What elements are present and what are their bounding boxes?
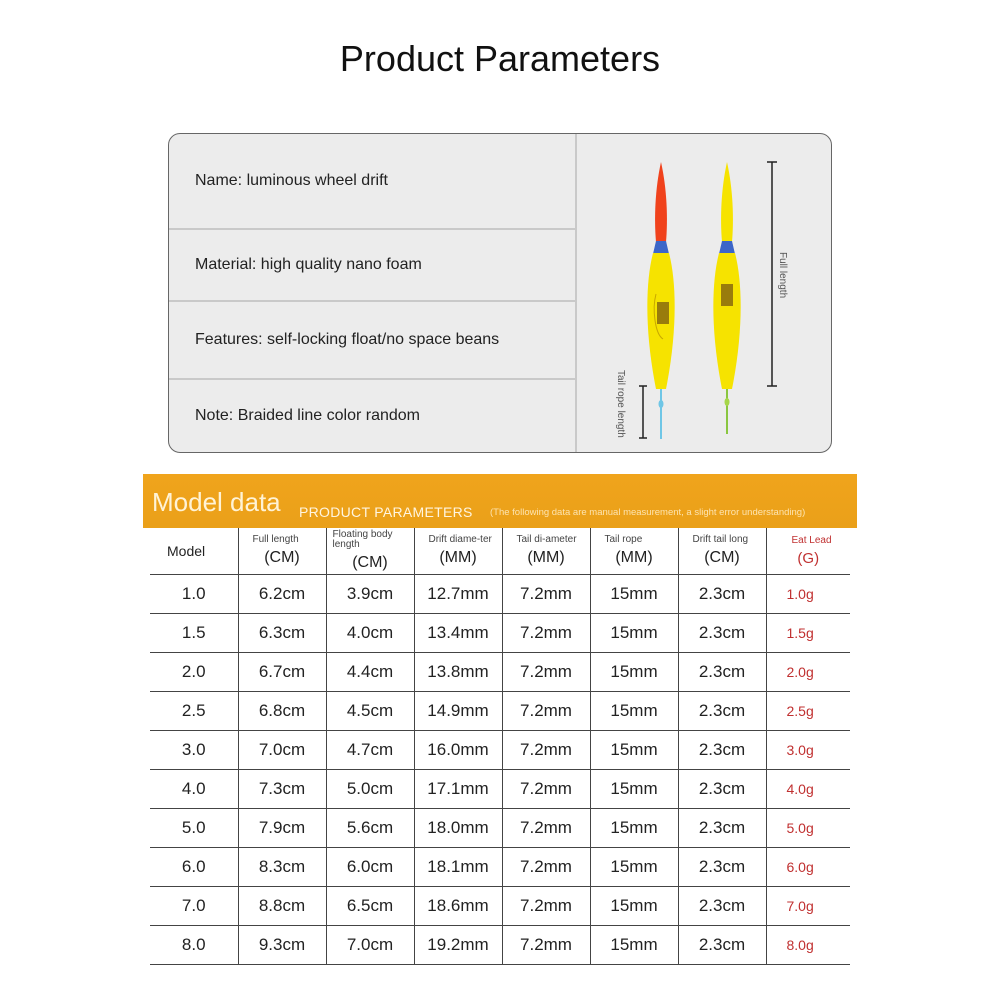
cell-tail-diameter: 7.2mm — [502, 809, 590, 848]
cell-drift-diameter: 19.2mm — [414, 926, 502, 965]
header-tail-rope: Tail rope (MM) — [590, 528, 678, 575]
table-row — [150, 926, 850, 965]
cell-tail-rope: 15mm — [590, 614, 678, 653]
tail-rope-label: Tail rope length — [615, 370, 626, 438]
cell-floating-body-length: 6.5cm — [326, 887, 414, 926]
header-eat-lead: Eat Lead (G) — [766, 528, 850, 575]
cell-drift-tail-long: 2.3cm — [678, 848, 766, 887]
cell-tail-rope: 15mm — [590, 653, 678, 692]
cell-drift-tail-long: 2.3cm — [678, 809, 766, 848]
cell-full-length: 7.9cm — [238, 809, 326, 848]
cell-eat-lead: 2.0g — [766, 653, 850, 692]
cell-tail-rope: 15mm — [590, 575, 678, 614]
page-title: Product Parameters — [339, 38, 661, 79]
cell-floating-body-length: 4.7cm — [326, 731, 414, 770]
cell-floating-body-length: 4.5cm — [326, 692, 414, 731]
cell-floating-body-length: 4.0cm — [326, 614, 414, 653]
cell-model: 3.0 — [150, 731, 238, 770]
header-tail-diameter: Tail di-ameter (MM) — [502, 528, 590, 575]
table-header-row — [150, 528, 850, 575]
cell-tail-diameter: 7.2mm — [502, 731, 590, 770]
info-features: Features: self-locking float/no space beans — [169, 302, 575, 380]
cell-model: 8.0 — [150, 926, 238, 965]
cell-full-length: 6.2cm — [238, 575, 326, 614]
cell-drift-diameter: 18.6mm — [414, 887, 502, 926]
cell-tail-diameter: 7.2mm — [502, 653, 590, 692]
header-model: Model — [150, 528, 238, 575]
cell-floating-body-length: 7.0cm — [326, 926, 414, 965]
cell-model: 7.0 — [150, 887, 238, 926]
cell-full-length: 6.7cm — [238, 653, 326, 692]
cell-floating-body-length: 3.9cm — [326, 575, 414, 614]
cell-model: 6.0 — [150, 848, 238, 887]
cell-eat-lead: 5.0g — [766, 809, 850, 848]
table-row — [150, 848, 850, 887]
cell-tail-rope: 15mm — [590, 848, 678, 887]
table-row — [150, 653, 850, 692]
cell-model: 2.0 — [150, 653, 238, 692]
table-body — [150, 575, 850, 965]
header-drift-tail-long: Drift tail long (CM) — [678, 528, 766, 575]
cell-model: 5.0 — [150, 809, 238, 848]
product-info-panel — [168, 133, 832, 453]
cell-drift-diameter: 13.8mm — [414, 653, 502, 692]
cell-drift-diameter: 12.7mm — [414, 575, 502, 614]
float-red-tip-illustration — [647, 162, 674, 439]
table-row — [150, 809, 850, 848]
info-note: Note: Braided line color random — [195, 407, 421, 424]
cell-full-length: 7.0cm — [238, 731, 326, 770]
info-name: Name: luminous wheel drift — [169, 134, 575, 230]
cell-eat-lead: 8.0g — [766, 926, 850, 965]
cell-drift-tail-long: 2.3cm — [678, 926, 766, 965]
cell-eat-lead: 6.0g — [766, 848, 850, 887]
table-row — [150, 614, 850, 653]
info-list — [169, 134, 575, 452]
cell-drift-tail-long: 2.3cm — [678, 692, 766, 731]
full-length-marker — [767, 162, 777, 386]
table-row — [150, 887, 850, 926]
table-row — [150, 770, 850, 809]
cell-tail-rope: 15mm — [590, 926, 678, 965]
cell-full-length: 8.8cm — [238, 887, 326, 926]
cell-tail-rope: 15mm — [590, 887, 678, 926]
cell-full-length: 6.3cm — [238, 614, 326, 653]
cell-drift-diameter: 14.9mm — [414, 692, 502, 731]
cell-full-length: 9.3cm — [238, 926, 326, 965]
banner-note: (The following data are manual measurement, a slight error understanding) — [490, 507, 806, 518]
cell-tail-diameter: 7.2mm — [502, 614, 590, 653]
table-row — [150, 731, 850, 770]
cell-drift-diameter: 18.1mm — [414, 848, 502, 887]
header-floating-body-length: Floating body length (CM) — [326, 528, 414, 575]
cell-tail-rope: 15mm — [590, 692, 678, 731]
cell-full-length: 7.3cm — [238, 770, 326, 809]
cell-drift-tail-long: 2.3cm — [678, 770, 766, 809]
cell-floating-body-length: 5.0cm — [326, 770, 414, 809]
cell-drift-tail-long: 2.3cm — [678, 653, 766, 692]
cell-drift-tail-long: 2.3cm — [678, 575, 766, 614]
cell-eat-lead: 4.0g — [766, 770, 850, 809]
cell-tail-diameter: 7.2mm — [502, 770, 590, 809]
cell-drift-tail-long: 2.3cm — [678, 731, 766, 770]
cell-tail-diameter: 7.2mm — [502, 887, 590, 926]
tail-rope-marker — [639, 386, 647, 438]
cell-tail-rope: 15mm — [590, 809, 678, 848]
cell-tail-rope: 15mm — [590, 731, 678, 770]
model-data-table — [150, 528, 850, 965]
info-material: Material: high quality nano foam — [169, 230, 575, 302]
cell-model: 4.0 — [150, 770, 238, 809]
cell-drift-tail-long: 2.3cm — [678, 887, 766, 926]
cell-eat-lead: 7.0g — [766, 887, 850, 926]
cell-full-length: 8.3cm — [238, 848, 326, 887]
cell-eat-lead: 1.0g — [766, 575, 850, 614]
cell-tail-diameter: 7.2mm — [502, 575, 590, 614]
table-row — [150, 692, 850, 731]
cell-drift-diameter: 16.0mm — [414, 731, 502, 770]
model-data-banner — [143, 474, 857, 528]
table-row — [150, 575, 850, 614]
banner-subtitle: PRODUCT PARAMETERS — [299, 504, 473, 520]
header-drift-diameter: Drift diame-ter (MM) — [414, 528, 502, 575]
cell-floating-body-length: 5.6cm — [326, 809, 414, 848]
cell-tail-diameter: 7.2mm — [502, 848, 590, 887]
banner-title: Model data — [152, 487, 281, 517]
cell-drift-diameter: 18.0mm — [414, 809, 502, 848]
cell-drift-tail-long: 2.3cm — [678, 614, 766, 653]
float-diagram — [577, 134, 831, 452]
cell-full-length: 6.8cm — [238, 692, 326, 731]
cell-tail-rope: 15mm — [590, 770, 678, 809]
cell-tail-diameter: 7.2mm — [502, 926, 590, 965]
cell-model: 1.5 — [150, 614, 238, 653]
header-full-length: Full length (CM) — [238, 528, 326, 575]
cell-model: 1.0 — [150, 575, 238, 614]
cell-tail-diameter: 7.2mm — [502, 692, 590, 731]
cell-floating-body-length: 6.0cm — [326, 848, 414, 887]
cell-eat-lead: 2.5g — [766, 692, 850, 731]
cell-drift-diameter: 17.1mm — [414, 770, 502, 809]
cell-drift-diameter: 13.4mm — [414, 614, 502, 653]
cell-floating-body-length: 4.4cm — [326, 653, 414, 692]
cell-model: 2.5 — [150, 692, 238, 731]
cell-eat-lead: 1.5g — [766, 614, 850, 653]
cell-eat-lead: 3.0g — [766, 731, 850, 770]
float-yellow-tip-illustration — [713, 162, 740, 434]
full-length-label: Full length — [777, 252, 788, 299]
